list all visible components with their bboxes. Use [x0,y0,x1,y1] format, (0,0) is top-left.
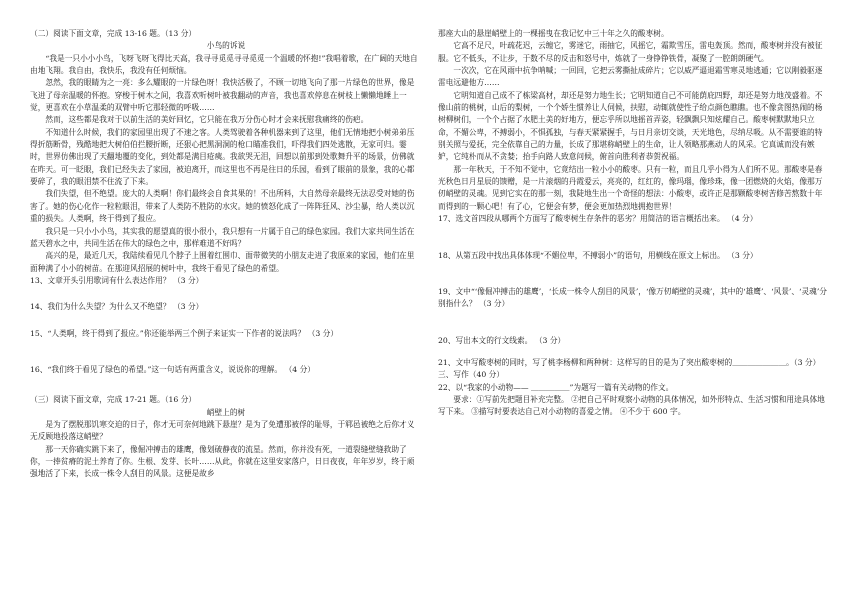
answer-space[interactable] [30,340,422,364]
passage-b-paragraph: 一次次，它在风雨中抗争呐喊；一回回，它把云雾撕扯成碎片；它以威严逼退霜雪寒灵地逃遁；它以刚毅驱逐雷电远避他方…… [438,66,823,88]
question-score: （3 分） [478,299,510,309]
question-18 [438,250,830,262]
section-b-title: 峭壁上的树 [206,407,246,417]
passage-a-paragraph: 忽然，我的眼睛为之一亮：多么耀眼的一片绿色呀！我快活极了，不顾一切地飞向了那一片绿色的世界，像是飞进了母亲温暖的怀抱。穿梭于树木之间，我喜欢听树叶被我翻动的声音，我也喜欢停息在树枝上懒懒地睡上一觉，更喜欢在小草温柔的双臂中听它那轻微的呼吸…… [30,78,415,113]
question-text: 19、文中“‘像倔冲搏击的雄鹰’，‘长成一株令人刮目的风景’，‘像万仞峭壁的灵魂’，其中的‘雄鹰’、‘风景’、‘灵魂’分别指什么？ [438,286,827,309]
question-text: 17、选文首四段从哪两个方面写了酸枣树生存条件的恶劣？用简洁的语言概括出来。 [438,214,725,224]
question-text: 16、“我们终于看见了绿色的希望。”这一句话有两重含义，说说你的理解。 [30,364,283,374]
question-score: （4 分） [727,214,758,224]
question-text: 14、我们为什么失望？为什么又不绝望？ [30,302,171,312]
passage-b-paragraph: 它明知道自己成不了栋梁高材，却还是努力地生长；它明知道自己不可能荫庇四野，却还是努力地茂盛着。不像山前的桃树，山后的梨树，一个个娇生惯养让人伺候，扶慰，动辄就使性子给点颜色瞧瞧。也不像贪图热闹的杨树柳树们，一个个占据了水肥土美的好地方，便忘乎所以地摇首弄姿，轻飘飘只知炫耀自己。酸枣树默默地只立命，不媚公卑，不搏弱小，不惧孤独，与春天紧紧握手，与日月亲切交谈，天光地色，尽纳尽吸。从不需要谁的特别关照与爱抚，完全依靠自己的力量，长成了那堪称峭壁上的生命，让人领略那燕动人的风采。它真诚而没有嫉妒，它纯朴而从不贪婪；抬手向路人致意问候，俯首向胜利者恭贺祝福。 [438,90,823,162]
answer-space[interactable] [30,287,422,301]
writing-requirements: 要求：①写前先把题目补充完整。 ②把自己平时观察小动物的具体情况，如外形特点、生活习惯和用途具体地写下来。 ③描写时要表达自己对小动物的喜爱之情。 ④不少于 600 字。 [438,394,825,417]
passage-a-paragraph: 我们失望，但不绝望。庞大的人类啊！你们最终会自食其果的！不出所料，大自然母亲最终无法忍受对她的伤害了。她的伤心化作一粒粒眼泪，带来了人类防不胜防的水灾。她的愤怒化成了一阵阵狂风、沙尘暴，给人类以沉重的损失。人类啊，终于得到了报应。 [30,189,415,224]
question-text: 21、文中写酸枣树的同时，写了桃李杨柳和两种树：这样写的目的是为了突出酸枣树的 [438,357,733,367]
question-text: 18、从第五段中找出具体体现“不媚位卑，不搏弱小”的语句，用横线在原文上标出。 [438,250,725,260]
question-score: （3 分） [172,302,204,312]
section-a-title: 小鸟的诉说 [206,41,246,51]
answer-space[interactable] [30,376,422,394]
question-17 [438,213,830,225]
passage-b-paragraph: 那一年秋天，于不知不觉中，它竟结出一粒小小的酸枣。只有一粒，而且几乎小得为人们所不见。那酸枣是春光秋色日月星辰的馈赠，是一片滚烟的丹霞爱云，亮亮的，红红的，像玛瑙，像珍珠，像一团燃烧的火焰，像那万仞峭壁的灵魂。见到它实在的那一刻，我陡地生出一个奇怪的想法：小酸枣，或许正是那颗酸枣树苦修苦熬数十年而得到的一颗心吧！有了心，它便会有梦，便会更加热烈地拥抱世界！ [438,164,823,211]
answer-space[interactable] [30,314,422,328]
passage-b-paragraph: 是为了摆脱那饥寒交迫的日子，你才无可奈何地跳下悬崖？是为了免遭那被俘的耻辱，于郓邑被绝之后你才义无反顾地投落这峭壁？ [30,419,415,442]
question-score: （3 分） [172,275,204,285]
question-score: ＿＿＿＿＿＿＿。（3 分） [732,357,821,367]
question-21 [438,357,830,369]
question-text: 13、文章开头引用歌词有什么表达作用？ [30,275,171,285]
question-score: （3 分） [307,328,339,338]
question-13 [30,275,422,287]
section-c-heading: 三、写作（40 分） [438,370,505,380]
question-15 [30,328,422,340]
passage-a-paragraph: 我只是一只小小小鸟，其实我的愿望真的很小很小，我只想有一片属于自己的绿色家园。我们大家共同生活在蓝天碧水之中，共同生活在伟大的绿色之中，那样难道不好吗？ [30,226,415,248]
passage-a-paragraph: “我是一只小小小鸟，飞呀飞呀飞得比天高，我寻寻觅觅寻寻觅觅一个温暖的怀抱!”我唱着歌，在广阔的天地自由地飞翔。我自由，我快乐，我没有任何烦恼。 [30,53,418,76]
answer-space[interactable] [438,347,830,357]
question-text: 20、写出本文的行文线索。 [438,335,533,345]
passage-a-paragraph: 高兴的是，最近几天，我陆续看见几个脖子上围着红围巾、面带微笑的小朋友走进了我原来的家园，他们在里面种满了小小的树苗。在那迎风招展的树叶中，我终于看见了绿色的希望。 [30,251,415,273]
passage-b-paragraph: 那座大山的悬崖峭壁上的一棵摇曳在我记忆中三十年之久的酸枣树。 [438,29,669,38]
passage-b-paragraph: 它高不足尺，叶疏花迟，云缠它，雾迷它，雨抽它，风摇它，霜欺雪压，雷电轰顶。然而，酸枣树并没有被征服。它不低头，不让步，于数不尽的反击和怒号中，炼就了一身铮铮铁骨，凝聚了一腔朗朗硬气。 [438,41,823,63]
writing-prompt: 22、以“我家的小动物—— ＿＿＿＿＿”为题写一篇有关动物的作文。 [438,382,674,392]
question-16 [30,364,422,376]
question-19 [438,286,830,311]
left-column [30,28,422,481]
question-20 [438,335,830,347]
passage-a-paragraph: 然而，这些都是我对于以前生活的美好回忆，它只能在我万分伤心时才会来抚慰我痛终的伤疤。 [45,115,369,125]
section-a-heading: （二）阅读下面文章，完成 13-16 题。（13 分） [30,29,197,38]
question-14 [30,301,422,313]
answer-space[interactable] [438,262,830,286]
question-text: 15、“人类啊，终于得到了报应。”你还能举两三个例子来证实一下作者的说法吗？ [30,328,306,338]
passage-b-paragraph: 那一天你确实跳下来了，像倔冲搏击的雄鹰，像划破静夜的流星。然而，你并没有死，一道裂缝壁缝救助了你，一捧贫瘠的泥土养育了你。生根、发芽、长叶……从此，你就在这里安家落户，日日夜夜，年年岁岁，终于顽强地活了下来，长成一株令人刮目的风景。这便是故乡 [30,444,415,479]
section-b-heading: （三）阅读下面文章，完成 17-21 题。（16 分） [30,395,197,405]
question-score: （3 分） [727,250,758,260]
question-score: （4 分） [284,364,315,374]
answer-space[interactable] [438,311,830,335]
right-column [438,28,830,419]
passage-a-paragraph: 不知道什么时候，我们的家园里出现了不速之客。人类驾驶着各种机器来到了这里，他们无情地把小树弟弟压得折筋断骨，残酷地把大树伯伯拦腰折断，还狠心把黑洞洞的枪口瞄准我们，吓得我们四处逃散，无家可归。霎时，世界仿佛出现了天翻地覆的变化，到处都是满目疮痍。我欲哭无泪，回想以前那到处歌舞升平的场景，仿佛就在昨天。可一眨眼，我们已经失去了家园，被迫离开，而这里也不再是往日的乐园，看到了眼前的景象，我的心都要碎了，我的眼泪禁不住流了下来。 [30,127,415,187]
question-score: （3 分） [534,335,566,345]
answer-space[interactable] [438,226,830,250]
